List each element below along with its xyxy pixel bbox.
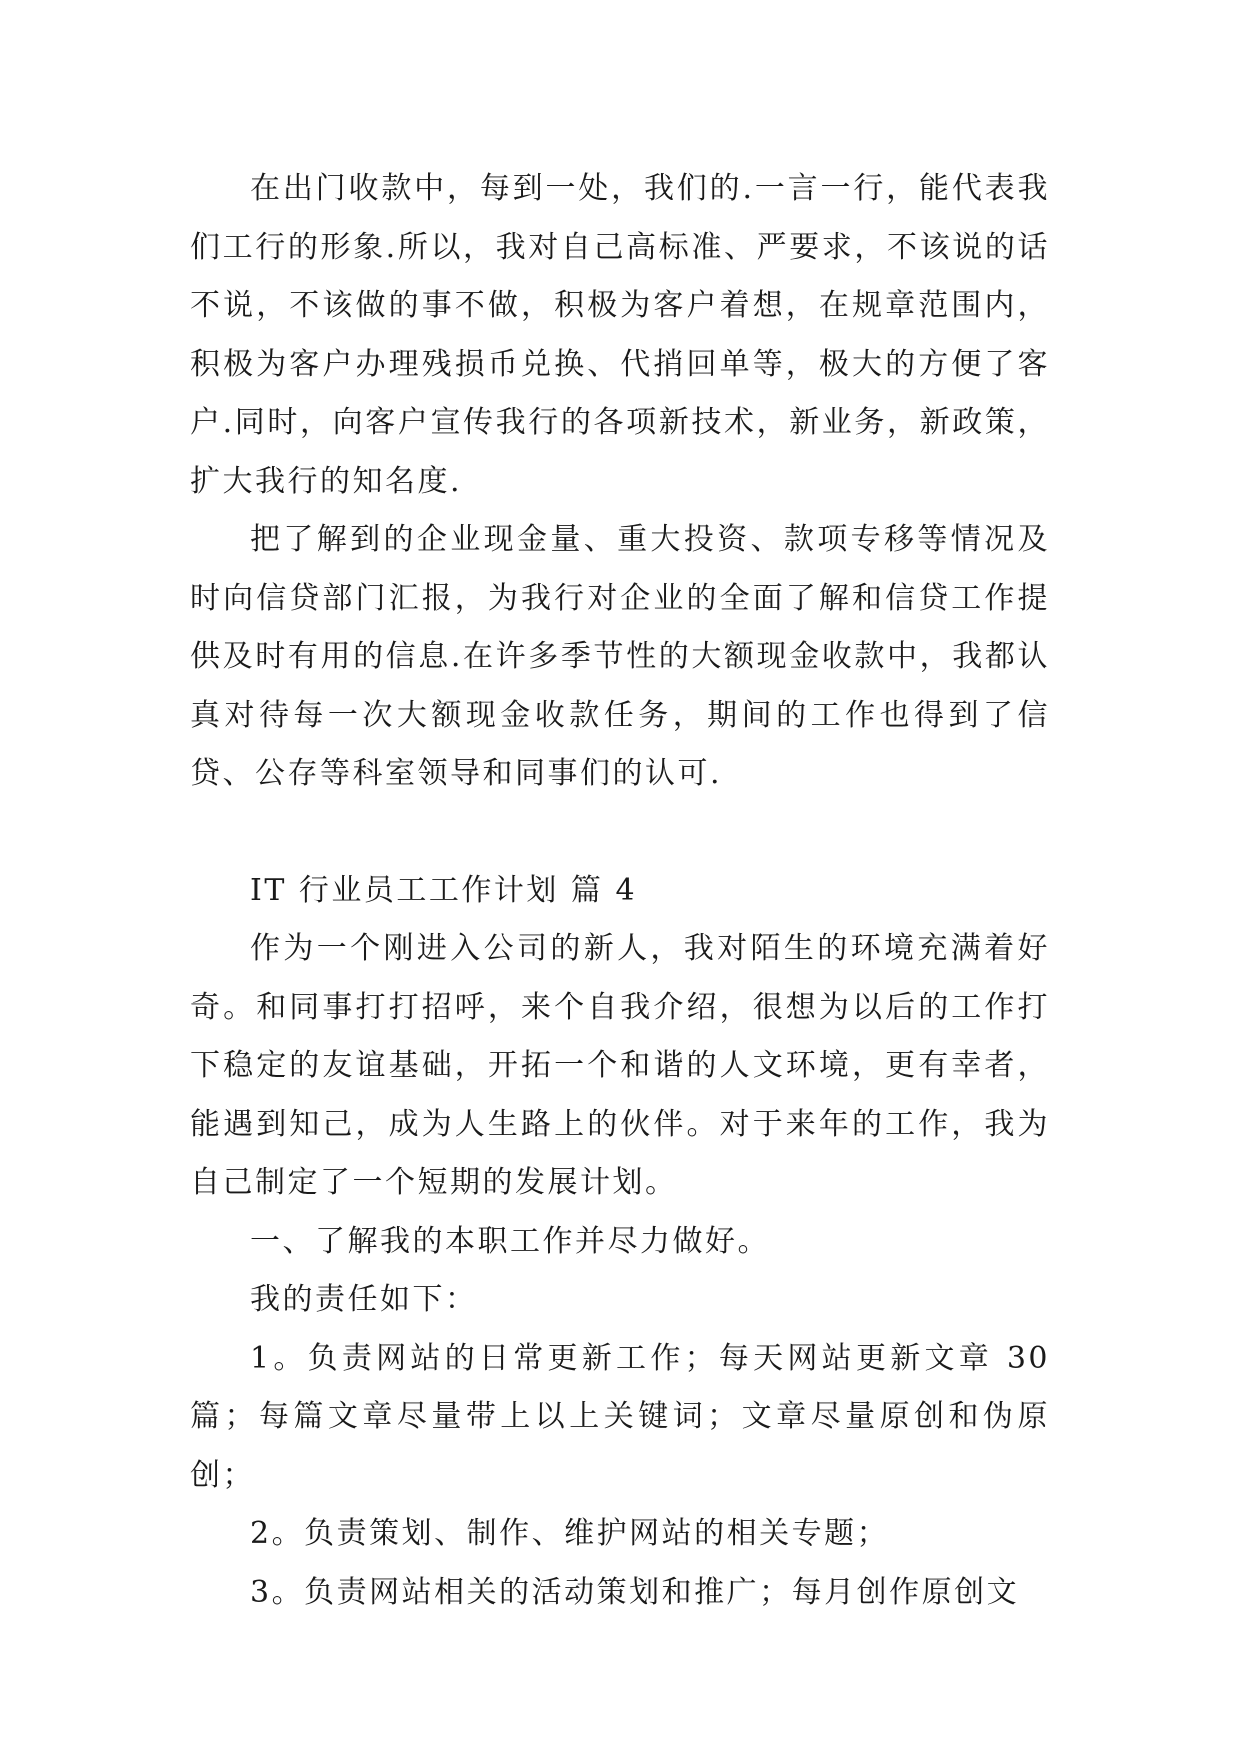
paragraph-new-employee-intro: 作为一个刚进入公司的新人，我对陌生的环境充满着好奇。和同事打打招呼，来个自我介绍，很想为以后的工作打下稳定的友谊基础，开拓一个和谐的人文环境，更有幸者，能遇到知己，成为人生路上的伙伴。对于来年的工作，我为自己制定了一个短期的发展计划。 [190, 931, 1050, 1200]
paragraph-responsibilities-label: 我的责任如下： [250, 1282, 478, 1317]
document-body [190, 160, 1050, 1622]
section-spacer [190, 804, 1050, 862]
paragraph-item-heading: 一、了解我的本职工作并尽力做好。 [250, 1223, 770, 1259]
list-item-responsibility-2: 2。负责策划、制作、维护网站的相关专题； [250, 1516, 890, 1551]
section-heading: IT 行业员工工作计划 篇 4 [250, 872, 638, 908]
paragraph-credit-reporting: 把了解到的企业现金量、重大投资、款项专移等情况及时向信贷部门汇报，为我行对企业的全面了解和信贷工作提供及时有用的信息.在许多季节性的大额现金收款中，我都认真对待每一次大额现金收款任务，期间的工作也得到了信贷、公存等科室领导和同事们的认可. [190, 522, 1050, 791]
list-item-responsibility-1: 1。负责网站的日常更新工作；每天网站更新文章 30 篇；每篇文章尽量带上以上关键词；文章尽量原创和伪原创； [190, 1340, 1050, 1493]
list-item-responsibility-3: 3。负责网站相关的活动策划和推广；每月创作原创文 [250, 1574, 1020, 1610]
paragraph-collection-conduct: 在出门收款中，每到一处，我们的.一言一行，能代表我们工行的形象.所以，我对自己高标准、严要求，不该说的话不说，不该做的事不做，积极为客户着想，在规章范围内，积极为客户办理残损币兑换、代捎回单等，极大的方便了客户.同时，向客户宣传我行的各项新技术，新业务，新政策，扩大我行的知名度. [190, 171, 1050, 499]
